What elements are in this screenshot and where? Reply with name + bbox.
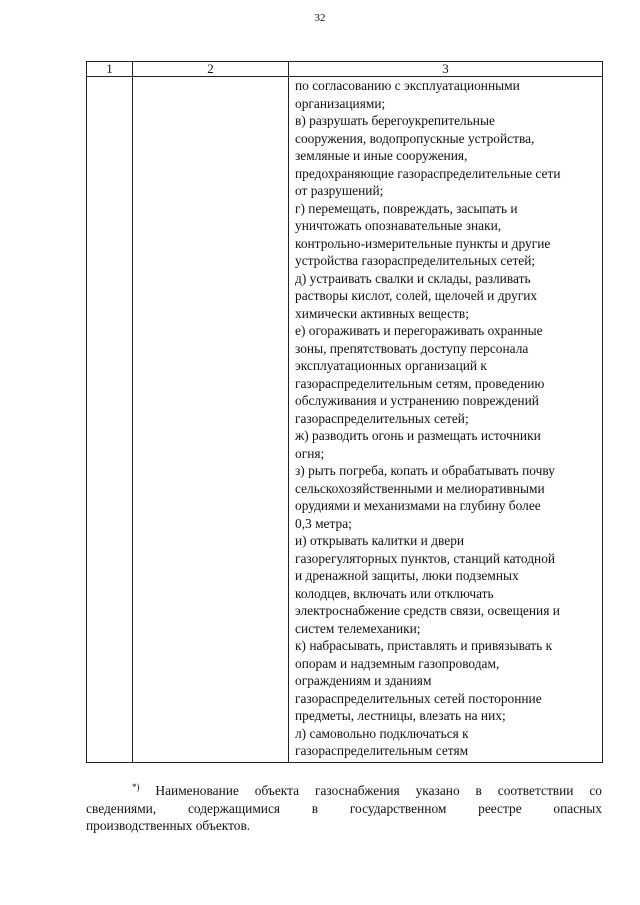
footnote-line-2: сведениями, содержащимися в государственном реестре опасных (86, 800, 602, 816)
column-header-1: 1 (87, 62, 133, 77)
restrictions-text (289, 77, 602, 760)
text-line: обслуживания и устранению повреждений (295, 393, 539, 408)
footnote-line-3: производственных объектов. (86, 818, 251, 833)
text-line: организациями; (295, 95, 386, 111)
text-line: устройства газораспределительных сетей; (295, 253, 536, 268)
text-line: газораспределительным сетям, проведению (295, 375, 545, 391)
text-line: колодцев, включать или отключать (295, 585, 494, 601)
text-line: в) разрушать берегоукрепительные (295, 113, 495, 128)
text-line: 0,3 метра; (295, 515, 352, 531)
footnote (86, 779, 602, 835)
text-line: огня; (295, 445, 325, 461)
text-line: к) набрасывать, приставлять и привязывать к (295, 638, 553, 653)
footnote-marker: *) (132, 782, 140, 792)
text-line: и) открывать калитки и двери (295, 533, 465, 548)
text-line: химически активных веществ; (295, 305, 469, 321)
text-line: и дренажной защиты, люки подземных (295, 568, 519, 583)
text-line: орудиями и механизмами на глубину более (295, 498, 541, 513)
table-cell-column-1 (87, 77, 133, 763)
text-line: сооружения, водопропускные устройства, (295, 130, 535, 146)
text-line: сельскохозяйственными и мелиоративными (295, 480, 545, 496)
text-line: земляные и иные сооружения, (295, 148, 468, 163)
text-line: систем телемеханики; (295, 620, 421, 636)
table-row (87, 77, 603, 763)
text-line: з) рыть погреба, копать и обрабатывать почву (295, 463, 555, 478)
text-line: предметы, лестницы, влезать на них; (295, 708, 506, 723)
page-number: 32 (314, 12, 326, 24)
text-line: газораспределительных сетей; (295, 410, 469, 426)
text-line: е) огораживать и перегораживать охранные (295, 323, 543, 338)
text-line: эксплуатационных организаций к (295, 358, 487, 373)
text-line: ж) разводить огонь и размещать источники (295, 428, 541, 443)
text-line: д) устраивать свалки и склады, разливать (295, 270, 531, 286)
text-line: газораспределительных сетей посторонние (295, 690, 542, 706)
text-line: зоны, препятствовать доступу персонала (295, 340, 529, 356)
table-cell-column-2 (133, 77, 289, 763)
text-line: газорегуляторных пунктов, станций катодной (295, 550, 556, 566)
column-header-3: 3 (289, 62, 603, 77)
column-header-2: 2 (133, 62, 289, 77)
text-line: предохраняющие газораспределительные сети (295, 165, 561, 181)
text-line: растворы кислот, солей, щелочей и других (295, 288, 538, 303)
text-line: от разрушений; (295, 183, 384, 198)
text-line: электроснабжение средств связи, освещения и (295, 603, 560, 618)
text-line: л) самовольно подключаться к (295, 725, 469, 741)
table-header-row (87, 62, 603, 77)
text-line: ограждениям и зданиям (295, 673, 432, 688)
text-line: опорам и надземным газопроводам, (295, 655, 500, 671)
text-line: уничтожать опознавательные знаки, (295, 218, 502, 233)
table-cell-column-3 (289, 77, 603, 763)
text-line: контрольно-измерительные пункты и другие (295, 235, 551, 251)
footnote-line-1 (86, 779, 602, 800)
document-table (86, 61, 603, 763)
text-line: по согласованию с эксплуатационными (295, 78, 520, 93)
text-line: г) перемещать, повреждать, засыпать и (295, 200, 518, 216)
text-line: газораспределительным сетям (295, 743, 469, 758)
footnote-text-1: Наименование объекта газоснабжения указано в соответствии со (155, 783, 603, 798)
